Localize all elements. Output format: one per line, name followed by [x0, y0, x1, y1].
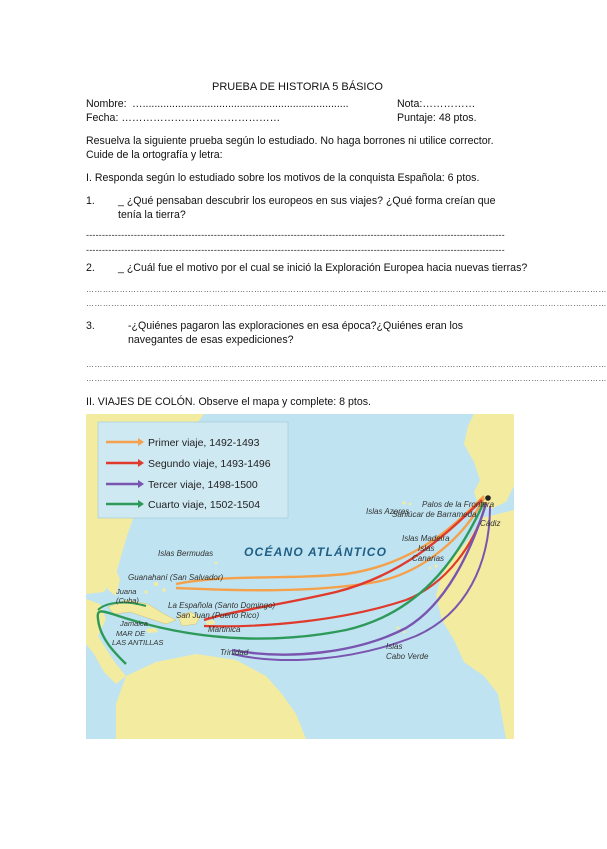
madeira-label: Islas Madeira [402, 534, 450, 543]
question-2-number: 2. [86, 262, 95, 274]
section2-title: II. VIAJES DE COLÓN. Observe el mapa y complete: 8 ptos. [86, 396, 371, 408]
legend-label: Segundo viaje, 1493-1496 [148, 458, 271, 470]
nota-field[interactable]: Nota:…………… [397, 98, 476, 110]
question-1-text: _ ¿Qué pensaban descubrir los europeos en sus viajes? ¿Qué forma creían que tenía la tierra? [118, 195, 496, 221]
fecha-field[interactable]: Fecha: ……………………………………… [86, 112, 281, 124]
question-3-text: -¿Quiénes pagaron las exploraciones en esa época?¿Quiénes eran los navegantes de esas expediciones? [128, 320, 464, 346]
answer-line[interactable]: …………………………………………………………………………………………………………………………………………………………………… [86, 285, 607, 294]
question-2-text: _ ¿Cuál fue el motivo por el cual se inició la Exploración Europea hacia nuevas tierras? [118, 262, 528, 274]
jamaica-label: Jamaica [120, 619, 148, 628]
sanlucar-label: Sanlúcar de Barrameda [392, 510, 477, 519]
sanjuan-label: San Juan (Puerto Rico) [176, 611, 260, 620]
legend-label: Cuarto viaje, 1502-1504 [148, 499, 261, 511]
cabo-verde-label-line1: Islas [386, 642, 403, 651]
bermudas-label: Islas Bermudas [158, 549, 214, 558]
instructions: Resuelva la siguiente prueba según lo estudiado. No haga borrones ni utilice corrector. Cuide de la ortografía y letra: [86, 135, 494, 161]
legend-label: Tercer viaje, 1498-1500 [148, 479, 258, 491]
answer-line[interactable]: ----------------------------------------------------------------------------------------------------------------------------------- [86, 230, 505, 240]
legend-label: Primer viaje, 1492-1493 [148, 437, 260, 449]
juana-label-line1: Juana [116, 587, 137, 596]
trinidad-label: Trinidad [220, 648, 249, 657]
mar-antillas-label-line2: LAS ANTILLAS [112, 638, 164, 647]
cabo-verde-label-line2: Cabo Verde [386, 652, 429, 661]
answer-line[interactable]: …………………………………………………………………………………………………………………………………………………………………… [86, 299, 607, 308]
answer-line[interactable]: …………………………………………………………………………………………………………………………………………………………………… [86, 374, 607, 383]
section1-title: I. Responda según lo estudiado sobre los motivos de la conquista Española: 6 ptos. [86, 172, 480, 184]
espanola-label: La Española (Santo Domingo) [168, 601, 276, 610]
cadiz-label: Cádiz [480, 519, 501, 528]
guanahani-label: Guanahaní (San Salvador) [128, 573, 224, 582]
mar-antillas-label-line1: MAR DE [116, 629, 146, 638]
nombre-label: Nombre: [86, 98, 127, 110]
puntaje-label: Puntaje: 48 ptos. [397, 112, 477, 124]
canarias-label-line2: Canarias [412, 554, 445, 563]
ocean-label: OCÉANO ATLÁNTICO [244, 545, 388, 559]
canarias-label-line1: Islas [418, 544, 435, 553]
answer-line[interactable]: ----------------------------------------------------------------------------------------------------------------------------------- [86, 245, 505, 255]
martinica-label: Martinica [208, 625, 241, 634]
nombre-field[interactable]: …...................................................................... [132, 98, 349, 110]
palos-label: Palos de la Frontera [422, 500, 495, 509]
question-1-number: 1. [86, 195, 95, 207]
question-3-number: 3. [86, 320, 95, 332]
page-title: PRUEBA DE HISTORIA 5 BÁSICO [212, 81, 383, 93]
columbus-voyages-map [86, 414, 514, 739]
azores-label: Islas Azores [366, 507, 410, 516]
answer-line[interactable]: …………………………………………………………………………………………………………………………………………………………………… [86, 360, 607, 369]
juana-label-line2: (Cuba) [116, 596, 139, 605]
